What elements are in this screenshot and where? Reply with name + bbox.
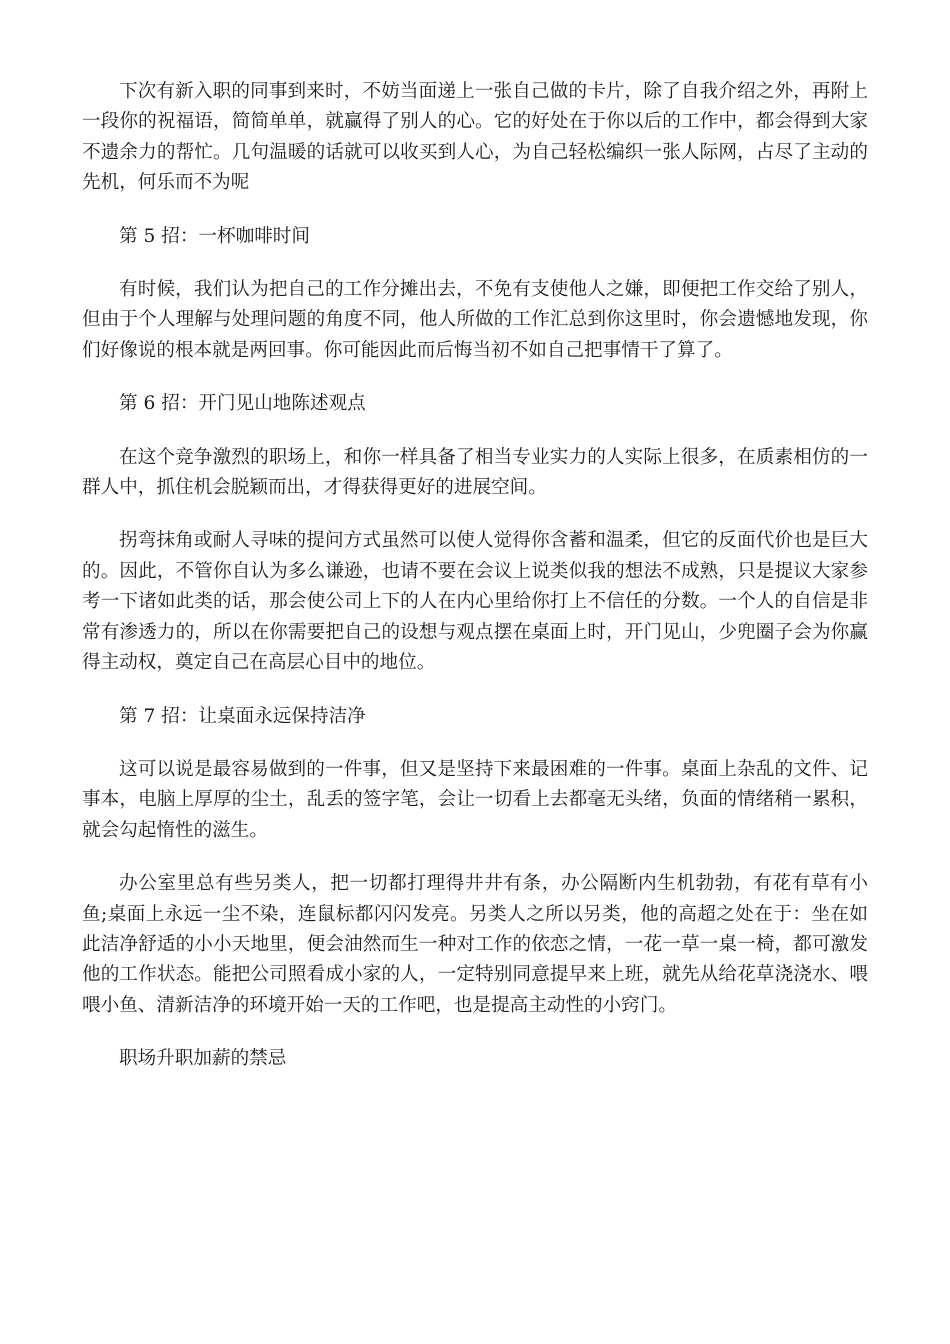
heading-tip-5: 第 5 招：一杯咖啡时间 <box>119 225 310 247</box>
heading-tip-7: 第 7 招：让桌面永远保持洁净 <box>119 705 366 727</box>
paragraph-tip-6-b: 拐弯抹角或耐人寻味的提问方式虽然可以使人觉得你含蓄和温柔，但它的反面代价也是巨大的。因此，不管你自认为多么谦逊，也请不要在会议上说类似我的想法不成熟，只是提议大家参考一下诸如此类的话，那会使公司上下的人在内心里给你打上不信任的分数。一个人的自信是非常有渗透力的，所以在你需要把自己的设想与观点摆在桌面上时，开门见山，少兜圈子会为你赢得主动权，奠定自己在高层心目中的地位。 <box>82 530 868 674</box>
paragraph-new-colleague-card: 下次有新入职的同事到来时，不妨当面递上一张自己做的卡片，除了自我介绍之外，再附上一段你的祝福语，简简单单，就赢得了别人的心。它的好处在于你以后的工作中，都会得到大家不遗余力的帮忙。几句温暖的话就可以收买到人心，为自己轻松编织一张人际网，占尽了主动的先机，何乐而不为呢 <box>82 81 868 194</box>
paragraph-tip-5: 有时候，我们认为把自己的工作分摊出去，不免有支使他人之嫌，即便把工作交给了别人，但由于个人理解与处理问题的角度不同，他人所做的工作汇总到你这里时，你会遗憾地发现，你们好像说的根本就是两回事。你可能因此而后悔当初不如自己把事情干了算了。 <box>82 279 868 361</box>
document-page <box>82 77 868 1098</box>
paragraph-tip-7-b: 办公室里总有些另类人，把一切都打理得井井有条，办公隔断内生机勃勃，有花有草有小鱼;桌面上永远一尘不染，连鼠标都闪闪发亮。另类人之所以另类，他的高超之处在于：坐在如此洁净舒适的小小天地里，便会油然而生一种对工作的依恋之情，一花一草一桌一椅，都可激发他的工作状态。能把公司照看成小家的人，一定特别同意提早来上班，就先从给花草浇浇水、喂喂小鱼、清新洁净的环境开始一天的工作吧，也是提高主动性的小窍门。 <box>82 873 868 1016</box>
heading-tip-6: 第 6 招：开门见山地陈述观点 <box>119 393 366 415</box>
paragraph-tip-6-a: 在这个竞争激烈的职场上，和你一样具备了相当专业实力的人实际上很多，在质素相仿的一群人中，抓住机会脱颖而出，才得获得更好的进展空间。 <box>82 446 868 499</box>
heading-promotion-taboos: 职场升职加薪的禁忌 <box>119 1048 287 1070</box>
paragraph-tip-7-a: 这可以说是最容易做到的一件事，但又是坚持下来最困难的一件事。桌面上杂乱的文件、记事本，电脑上厚厚的尘土，乱丢的签字笔，会让一切看上去都毫无头绪，负面的情绪稍一累积，就会勾起惰性的滋生。 <box>82 758 868 841</box>
